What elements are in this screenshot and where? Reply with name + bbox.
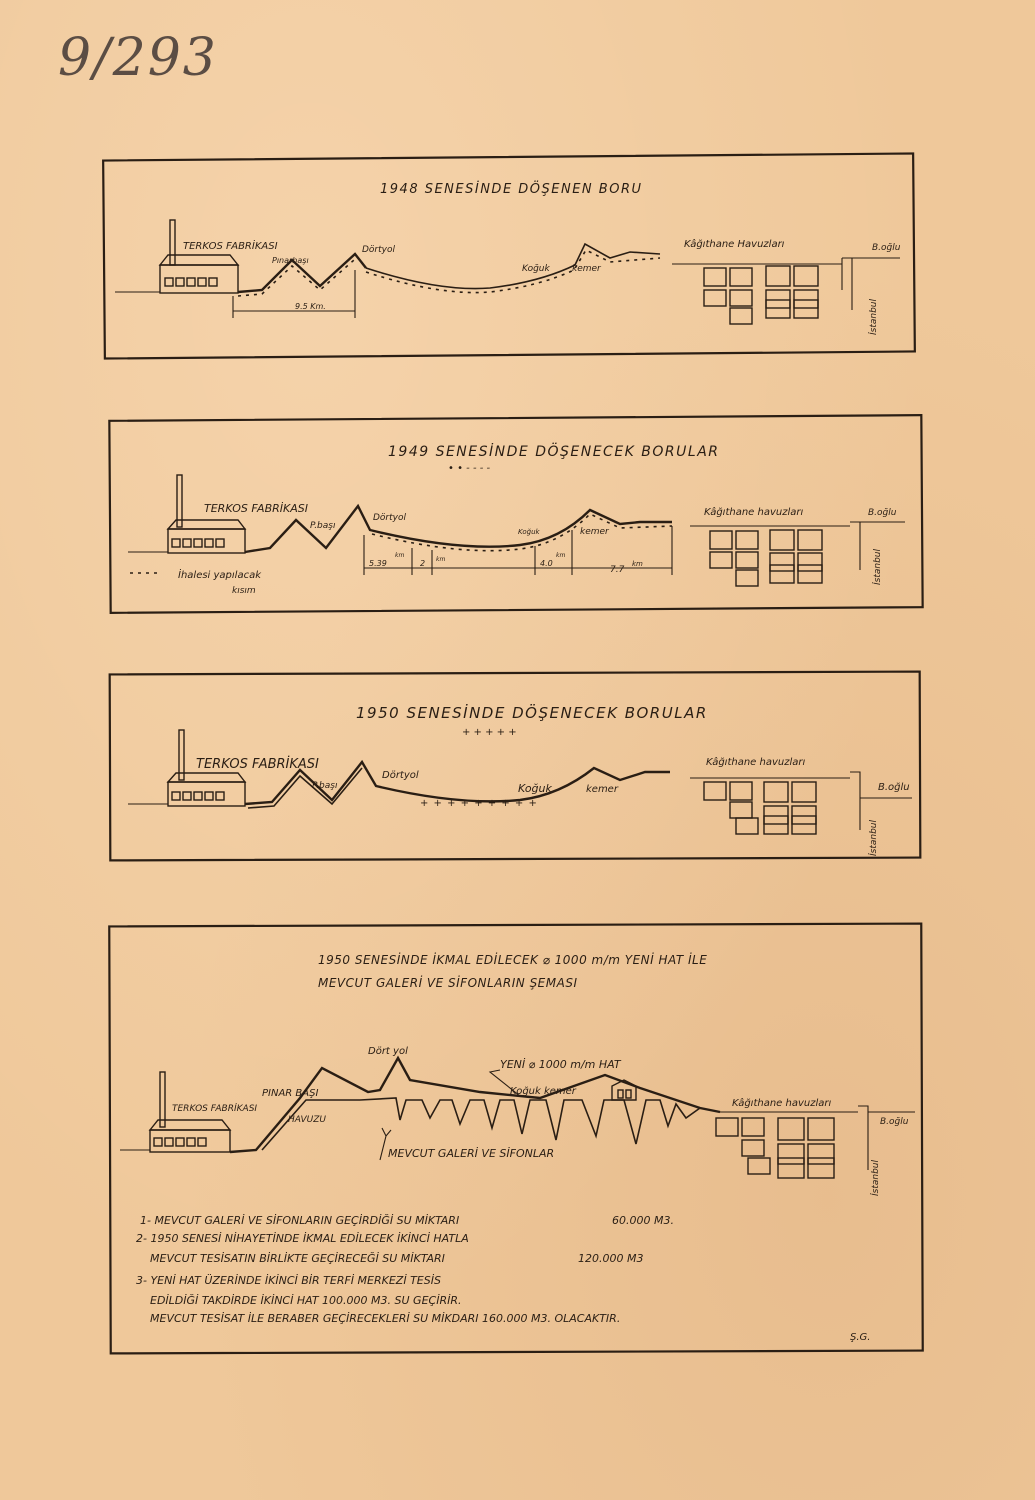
legend-line1-1949: İhalesi yapılacak — [178, 570, 262, 581]
dortyol-label-1949: Dörtyol — [373, 513, 406, 523]
schema-title-line2: MEVCUT GALERİ VE SİFONLARIN ŞEMASI — [318, 976, 578, 990]
dist2-unit-1949: km — [436, 556, 446, 563]
pinarbasi-label-1948: Pınarbaşı — [272, 256, 309, 265]
istanbul-label-1949: İstanbul — [873, 548, 883, 585]
pinar-basi-label: PINAR BAŞI — [262, 1088, 319, 1099]
dist1-unit-1949: km — [395, 552, 405, 559]
pipe-planned-crosses-1950: + + + + + + + + + — [420, 798, 538, 809]
title-dash-symbol-1949: • • - - - - — [448, 463, 491, 474]
note-2b-text: MEVCUT TESİSATIN BİRLİKTE GEÇİRECEĞİ SU MİKTARI — [150, 1252, 445, 1265]
dist3-1949: 4.0 — [540, 559, 553, 568]
dist3-unit-1949: km — [556, 552, 566, 559]
reference-number: 9/293 — [58, 28, 218, 88]
note-3b-text: EDİLDİĞİ TAKDİRDE İKİNCİ HAT 100.000 M3. SU GEÇİRİR. — [150, 1294, 462, 1307]
istanbul-label-1948: İstanbul — [869, 298, 879, 335]
yeni-hat-arrow — [490, 1070, 520, 1096]
boglu-label-1948: B.oğlu — [872, 243, 901, 253]
dist4-unit-1949: km — [632, 560, 643, 568]
schema-title-line1: 1950 SENESİNDE İKMAL EDİLECEK ⌀ 1000 m/m YENİ HAT İLE — [318, 953, 708, 967]
signature: Ş.G. — [850, 1332, 871, 1343]
note-3-text: 3- YENİ HAT ÜZERİNDE İKİNCİ BİR TERFİ MERKEZİ TESİS — [136, 1274, 441, 1287]
havuz-pools-schema — [716, 1118, 834, 1178]
schema-notes — [136, 1214, 674, 1325]
dist1-1949: 5.39 — [369, 559, 387, 568]
dortyol-label-1950: Dörtyol — [382, 770, 419, 781]
panel-1950-title: 1950 SENESİNDE DÖŞENECEK BORULAR — [356, 704, 708, 722]
havuzlar-label-1950: Kâğıthane havuzları — [706, 757, 806, 768]
factory-label-schema: TERKOS FABRİKASI — [172, 1104, 258, 1114]
legend-line2-1949: kısım — [232, 586, 256, 596]
boglu-label-1949: B.oğlu — [868, 508, 897, 518]
dort-yol-label: Dört yol — [368, 1046, 408, 1057]
koguk-label-1950: Koğuk — [518, 782, 552, 795]
note-2-value: 120.000 M3 — [578, 1252, 644, 1265]
panel-1949-title: 1949 SENESİNDE DÖŞENECEK BORULAR — [388, 444, 720, 460]
panel-1948-title: 1948 SENESİNDE DÖŞENEN BORU — [380, 182, 643, 197]
dortyol-label-1948: Dörtyol — [362, 245, 395, 255]
istanbul-label-schema: İstanbul — [871, 1159, 881, 1196]
kemer-label-1949: kemer — [580, 527, 609, 537]
distance-label-1948: 9.5 Km. — [295, 302, 326, 311]
havuzlar-label-1949: Kâğıthane havuzları — [704, 507, 804, 518]
havuzu-label: HAVUZU — [288, 1115, 326, 1125]
note-2-text: 2- 1950 SENESİ NİHAYETİNDE İKMAL EDİLECEK İKİNCİ HATLA — [136, 1232, 469, 1245]
kemer-label-1950: kemer — [586, 784, 618, 795]
factory-label-1950: TERKOS FABRİKASI — [196, 757, 319, 772]
dist2-1949: 2 — [420, 559, 426, 568]
havuzlar-label-1948: Kâğıthane Havuzları — [684, 239, 785, 250]
boglu-label-1950: B.oğlu — [878, 782, 910, 793]
boglu-label-schema: B.oğlu — [880, 1117, 909, 1127]
note-1-text: 1- MEVCUT GALERİ VE SİFONLARIN GEÇİRDİĞİ SU MİKTARI — [140, 1214, 460, 1227]
note-1-value: 60.000 M3. — [612, 1214, 674, 1227]
kemer-label-1948: kemer — [572, 264, 601, 274]
pbasi-label-1949: P.başı — [310, 521, 336, 531]
yeni-hat-label: YENİ ⌀ 1000 m/m HAT — [500, 1058, 621, 1071]
dist4-1949: 7.7 — [610, 565, 625, 575]
koguk-label-1949: Koğuk — [518, 528, 540, 536]
new-1000mm-line — [230, 1058, 720, 1152]
note-3c-text: MEVCUT TESİSAT İLE BERABER GEÇİRECEKLERİ SU MİKDARI 160.000 M3. OLACAKTIR. — [150, 1312, 621, 1325]
havuzlar-label-schema: Kâğıthane havuzları — [732, 1098, 832, 1109]
factory-label-1948: TERKOS FABRİKASI — [183, 241, 278, 252]
existing-gallery-siphons — [262, 1098, 700, 1150]
koguk-kemer-label: Koğuk kemer — [510, 1086, 576, 1097]
factory-label-1949: TERKOS FABRİKASI — [204, 502, 308, 515]
koguk-label-1948: Koğuk — [522, 264, 550, 274]
title-cross-symbol-1950: + + + + + — [462, 727, 517, 738]
istanbul-label-1950: İstanbul — [869, 819, 879, 856]
pbasi-label-1950: P.başı — [312, 781, 338, 791]
istanbul-boglu-line-schema — [858, 1106, 915, 1170]
mevcut-galeri-label: MEVCUT GALERİ VE SİFONLAR — [388, 1147, 555, 1160]
